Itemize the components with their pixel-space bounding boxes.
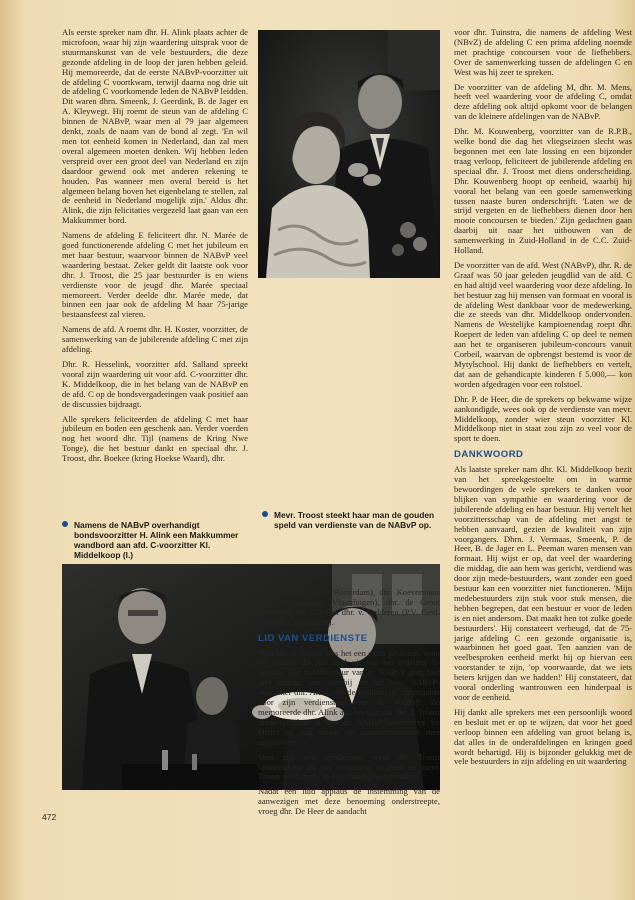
photo-pin-ceremony: [258, 30, 440, 278]
paragraph: Dhr. R. Hesselink, voorzitter afd. Salland spreekt vooral zijn waardering uit voor afd. C-voorzitter dhr. K. Middelkoop, die in het belang van de NABvP en de afd. C op de bondsvergaderingen vaak positief aan de discussies bijdraagt.: [62, 359, 248, 409]
paragraph: Voor zijn vele verdiensten werd dhr. Troost benoemd tot lid van verdienste in goud en mevr. Troost werd mede in deze huldiging betrokken.: [258, 751, 440, 782]
bullet-icon: [262, 511, 268, 517]
article-column-left: [62, 28, 248, 469]
paragraph: De voorzitter van de afd. West (NABvP), dhr. R. de Graaf was 50 jaar geleden jeugdlid van de afd. C en had altijd veel waardering voor deze afdeling. In het bestuur zag hij mensen van formaat en vooral is de afdeling West dankbaar voor de medewerking, die ze steeds van dhr. Middelkoop ondervonden. Namens de Westelijke kampioenendag roept dhr. Roepert de leden van afdeling C op deel te nemen aan het te organiseren jubileum-concours vanuit Corbeil, waarvan de opbrengst bestemd is voor de Mytylschool. Hij dankt de liefhebbers en vertelt, dat aan de gehandicapte kinderen f 5.000,— kon worden afgedragen voor een rolstoel.: [454, 259, 632, 389]
bullet-icon: [62, 521, 68, 527]
paragraph: De voorzitter van de afdeling M, dhr. M. Mens, heeft veel waardering voor de afdeling C, omdat deze afdeling ook altijd opkomt voor de belangen van de kleinere afdelingen van de NABvP.: [454, 81, 632, 122]
photo-caption-pin: [274, 510, 440, 530]
paragraph: voor dhr. Tuinstra, die namens de afdeling West (NBvZ) de afdeling C een prima afdeling noemde met prachtige concoursen voor de liefhebbers. Over de samenwerking tussen de afdelingen C en West was hij zeer te spreken.: [454, 27, 632, 77]
caption-text: Mevr. Troost steekt haar man de gouden speld van verdienste van de NABvP op.: [274, 510, 435, 530]
paragraph: Hij dankt alle sprekers met een persoonlijk woord en besluit met er op te wijzen, dat voor het goed verloop binnen een afdeling van groot belang is, dat alles in de onderafdelingen en kringen goed wordt behartigd. Hij is bijzonder gelukkig met de vele bestuurders in zijn afdeling en uit waardering: [454, 706, 632, 767]
paragraph: Nadat een luid applaus de instemming van de aanwezigen met deze benoeming onderstreepte, vroeg dhr. De Heer de aandacht: [258, 786, 440, 817]
paragraph: C. Kasbergen (C.C. Rotterdam), dhr. Koevermans (P.V. De Adelaar, Vlaardingen), dhr. de Groot (Dortse C. en V.B.) en dhr. v. Gelderen (P.V. Gevl. Vrienden, Dordrecht).: [258, 587, 440, 627]
paragraph: Als laatste spreker nam dhr. Kl. Middelkoop bezit van het spreekgestoelte om in warme bewoordingen de vele sprekers te danken voor blijken van sympathie en waardering voor de jubilerende afdeling en haar bestuur. Hij vertelt het voorzittersschap van de afdeling met angst te hebben aanvaard, gezien de kwaliteit van zijn voorgangers. Dhrn. J. Vermaas, Smeenk, P. de Heer, B. de Jager en L. Peeman waren mensen van formaat. Hij wijst er op, dat veel der waardering die middag, die aan hem was gericht, verdiend was door zijn mede-bestuurders, want zonder een goed bestuur kan een voorzitter niet functioneren. 'Mijn medebestuurders zijn stuk voor stuk mensen, die hebben begrepen, dat een bestuur er voor de leden is en niet andersom. Dat maakt hen tot zulke goede bestuurders'. Hij constateert verheugd, dat de 75-jarige afdeling C een gezonde organisatie is, waarbinnen het goed gaat. Ten aanzien van de veelbesproken eenheid merkt hij op hiervan een voorstander te zijn, 'op voorwaarde, dat we iets beters krijgen dan we hadden!' Hij constateert, dat vooral onderling wantrouwen een hinderpaal is voor de eenheid.: [454, 464, 632, 702]
paragraph: Dhr. P. de Heer, die de sprekers op bekwame wijze aankondigde, wees ook op de verdienste van mevr. Middelkoop, zonder wier steun voorzitter Kl. Middelkoop niet in staat zou zijn zo veel voor de sport te doen.: [454, 393, 632, 444]
section-heading: LID VAN VERDIENSTE: [258, 632, 368, 644]
paragraph: Alle sprekers feliciteerden de afdeling C met haar jubileum en boden een geschenk aan. Verder voerden nog het woord dhr. Tijl (namens de Kring Nwe Tonge), die het bestuur dankt en speciaal dhr. J. Troost, dhr. Boekee (kring Hoekse Waard), dhr.: [62, 413, 248, 464]
article-column-middle: [258, 588, 440, 822]
section-heading: DANKWOORD: [454, 449, 524, 461]
page-number: 472: [42, 812, 57, 822]
caption-text: Namens de NABvP overhandigt bondsvoorzitter H. Alink een Makkummer wandbord aan afd. C-voorzitter Kl. Middelkoop (l.): [74, 520, 239, 560]
paragraph: Dhr. M. Kouwenberg, voorzitter van de R.P.B., welke bond die dag het vliegseizoen slecht was begonnen met een late lossing en een bijzonder traag verloop, feliciteert de jubilerende afdeling en speciaal dhr. J. Troost met diens onderscheiding. Dhr. Kouwenberg hoopt op eenheid, waarbij hij vooral het belang van een goede samenwerking tussen naaste buren onderschrijft. 'Laten we de strijd vergeten en de liefhebbers dienen door hen mooie concoursen te bieden.' Zijn gedachten gaan daarbij uit naar het uitbouwen van de samenwerking in Zuid-Holland in de C.C. Zuid-Holland.: [454, 126, 632, 256]
photo-caption-award: [74, 520, 244, 560]
paragraph: Als eerste spreker nam dhr. H. Alink plaats achter de microfoon, waar hij zijn waardering uitsprak voor de stuurmanskunst van de vele bestuurders, die deze gezonde afdeling in de loop der jaren hebben geleid. Hij memoreerde, dat de eerste NABvP-voorzitter uit de afdeling C voortkwam, terwijl daarna nog drie uit de afdeling C voorkomende leden de NABvP leidden. Dit waren dhrn. Smeenk, J. Geerdink, B. de Jager en A. Kleywegt. Hij roemt de steun van de afdeling C binnen de NABvP, waar men al 79 jaar algemeen denkt, zoals de naam van de bond al zegt. 'En wil men tot eenheid komen in Nederland, dan zal men overal algemeen moeten denken. Wij hebben leden verspreid over een groot deel van Nederland en zijn daardoor gewend ook met anderen rekening te houden. Pas wanneer men overal bereid is het algemeen belang boven het eigenbelang te stellen, zal de eenheid in Nederland mogelijk zijn.' Aldus dhr. Alink, die zijn felicitaties vergezeld laat gaan van een Makkummer bord.: [62, 27, 248, 226]
article-column-right: [454, 28, 632, 772]
paragraph: Voor dhr. J. Troost was het een extra jubileum, want hij maakte 25 jaar deel uit van het afdeling C-bestuur. Het hoofdbestuur van de NABvP ging hier niet zomaar aan voorbij en het was NABvP-voorzitter dhr. Alink, die de jubilaris lof toezwaaide voor zijn verdiensten voor de NABvP. Zo memoreerde dhr. Alink aan het feit, dat dhr. J. Troost mede-oprichter is van de NABvP-bondsderby St. Dizier en nog steeds dit monsterconcours mee organiseert.: [258, 647, 440, 747]
paragraph: Namens de afd. A roemt dhr. H. Koster, voorzitter, de samenwerking van de jubilerende afdeling C met zijn afdeling.: [62, 324, 248, 355]
paragraph: Namens de afdeling E feliciteert dhr. N. Marée de goed functionerende afdeling C met het jubileum en met haar bestuur, waarvoor binnen de NABvP veel waardering bestaat. Zeker geldt dit laatste ook voor dhr. J. Troost, die 25 jaar bestuurder is en wiens verdienste voor de jeugd dhr. Marée speciaal memoreert. Verder deelde dhr. Marée mede, dat binnen een jaar ook de afdeling M haar 75-jarige bestaansfeest zal vieren.: [62, 230, 248, 320]
